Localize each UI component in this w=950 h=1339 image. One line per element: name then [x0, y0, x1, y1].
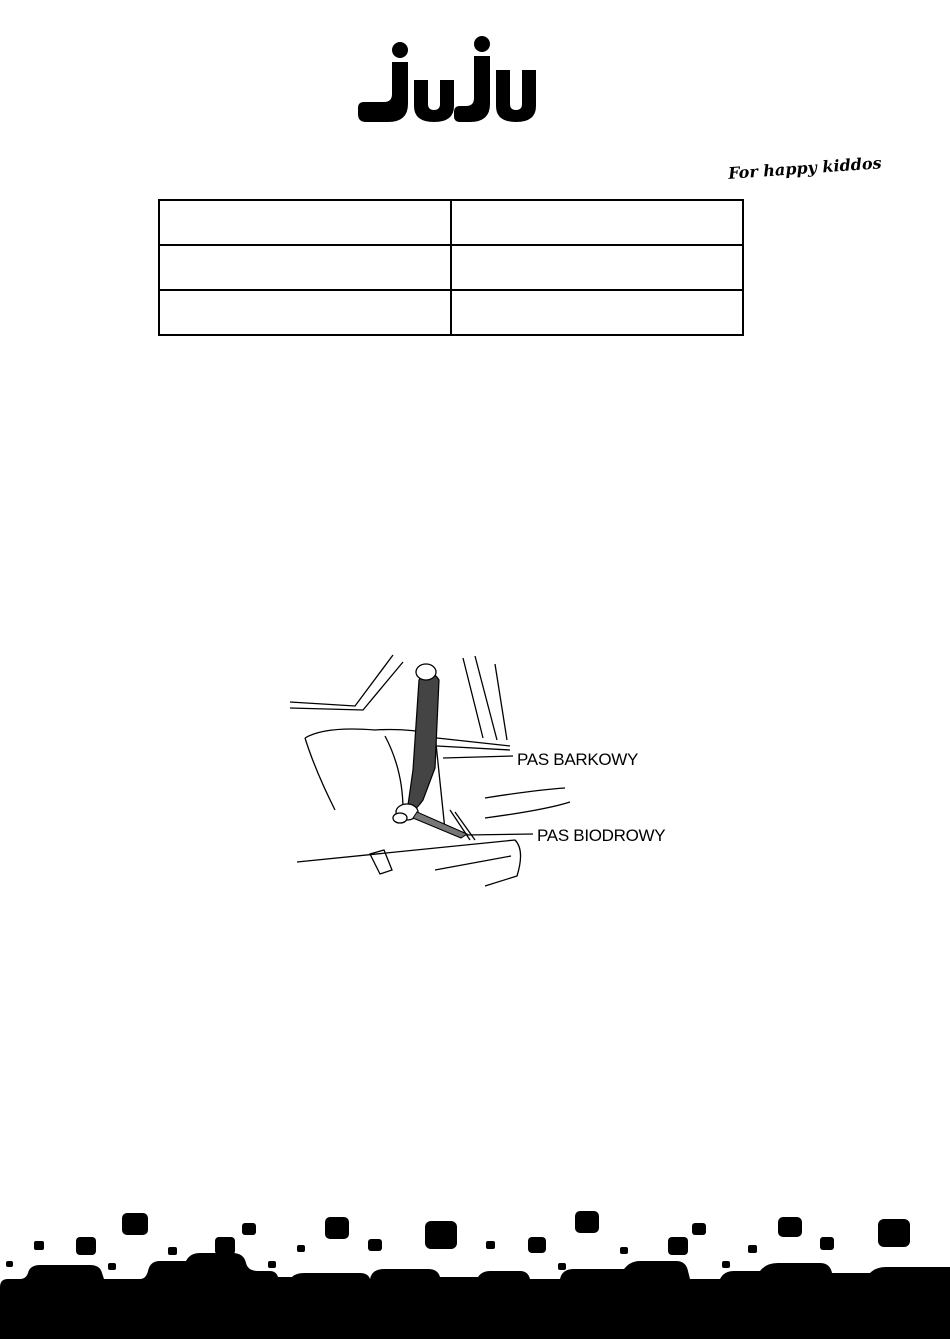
table-row [159, 245, 743, 290]
table-cell [159, 290, 451, 335]
table-cell [159, 200, 451, 245]
seat-belt-illustration [285, 650, 695, 895]
decorative-footer-pattern [0, 1195, 950, 1339]
info-table [158, 199, 744, 336]
table-cell [451, 200, 743, 245]
table-row [159, 290, 743, 335]
car-seat-drawing [285, 650, 695, 895]
brand-logo [350, 30, 883, 183]
table-cell [451, 245, 743, 290]
brand-tagline: For happy kiddos [727, 153, 883, 183]
table-cell [159, 245, 451, 290]
table-cell [451, 290, 743, 335]
table-row [159, 200, 743, 245]
shoulder-belt-label: PAS BARKOWY [517, 750, 639, 769]
logo-mark-icon [350, 30, 560, 130]
lap-belt-label: PAS BIODROWY [537, 826, 666, 845]
